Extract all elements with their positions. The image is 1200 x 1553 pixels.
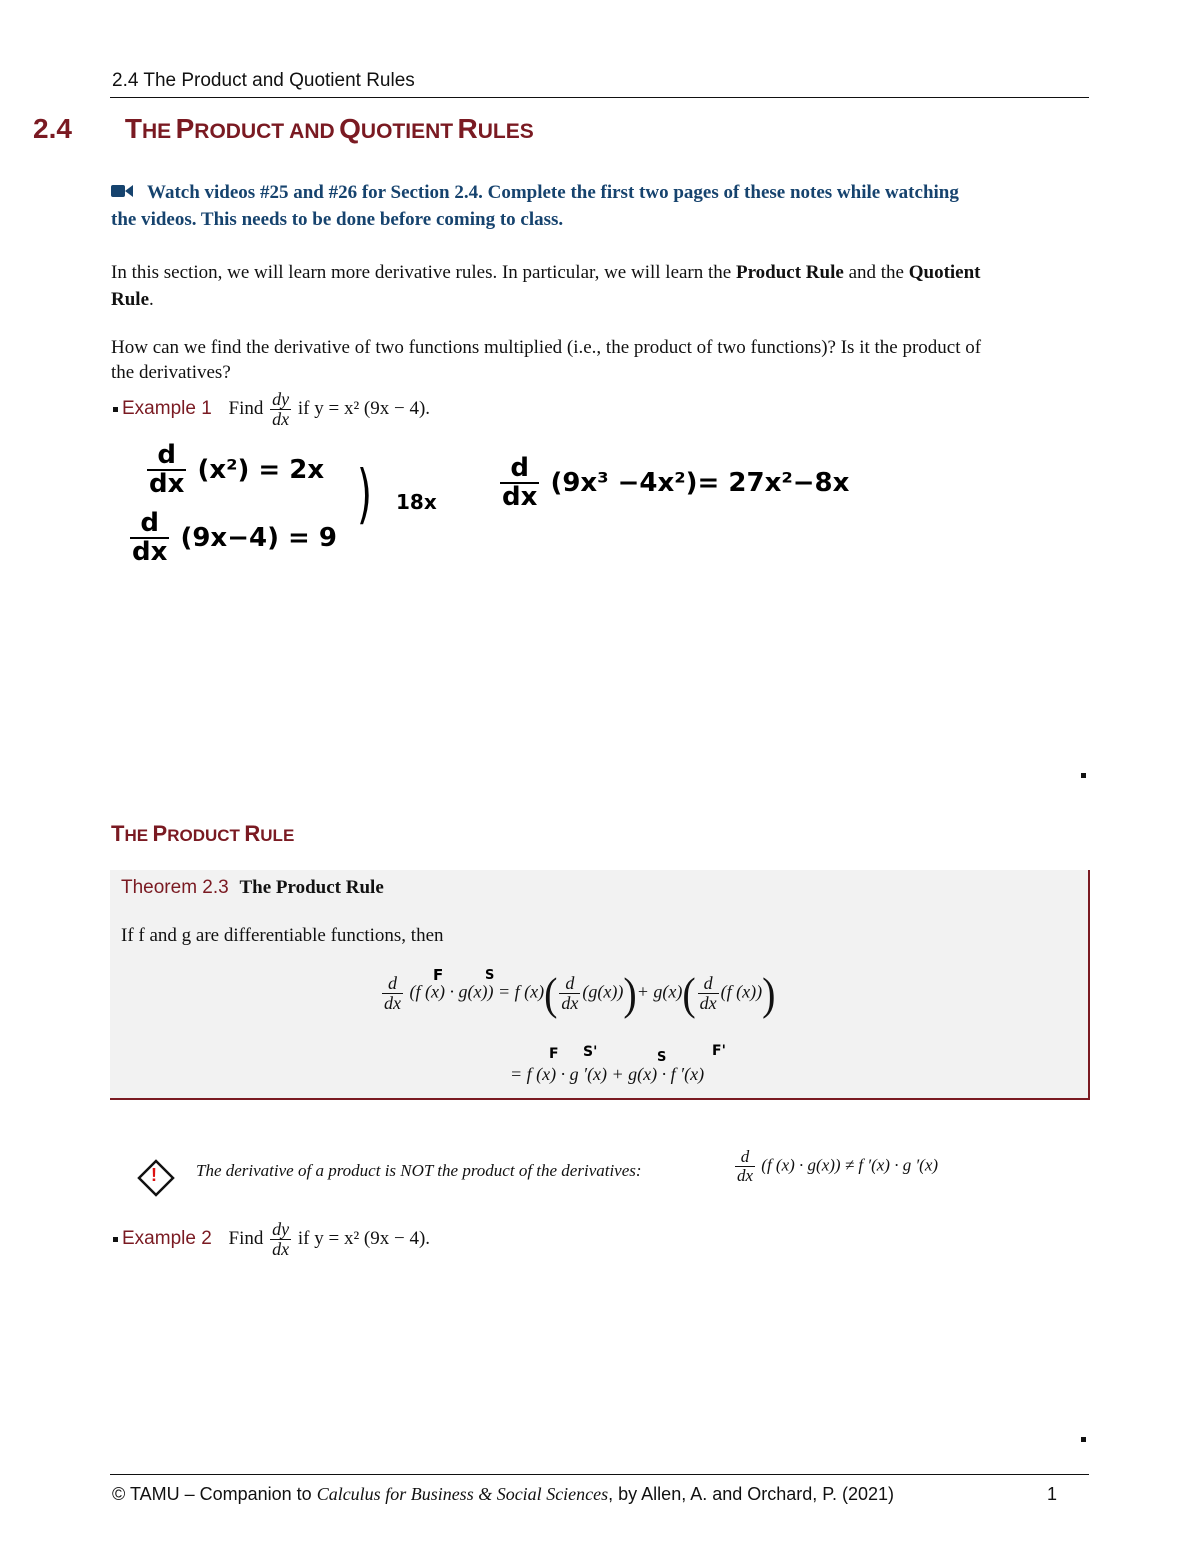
running-header: 2.4 The Product and Quotient Rules (112, 70, 415, 91)
handwritten-brace: ) (356, 458, 372, 532)
product-rule-heading: THE PRODUCT RULE (111, 821, 295, 846)
video-note: Watch videos #25 and #26 for Section 2.4. Complete the first two pages of these notes while watching the videos. This needs to be done before coming to class. (111, 182, 959, 230)
footer-citation: © TAMU – Companion to Calculus for Business & Social Sciences, by Allen, A. and Orchard, P. (2021) (112, 1484, 894, 1504)
question-paragraph: How can we find the derivative of two functions multiplied (i.e., the product of two functions)? Is it the product of the derivatives? (111, 337, 982, 383)
bullet-square (113, 407, 118, 412)
theorem-statement: If f and g are differentiable functions, then (121, 925, 444, 946)
video-camera-icon (111, 183, 133, 199)
footer-rule (110, 1474, 1089, 1475)
header-rule (110, 97, 1089, 98)
product-rule-formula-line2: = f (x) · g ′(x) + g(x) · f ′(x) (510, 1064, 705, 1084)
handwritten-line-1: $\frac{d}{dx}$ (x²) = 2x (149, 440, 325, 500)
handwritten-line-3: $\frac{d}{dx}$ (9x³ −4x²)= 27x²−8x (502, 453, 850, 513)
intro-paragraph: In this section, we will learn more derivative rules. In particular, we will learn the Product Rule and the Quotient Rule. (111, 262, 981, 310)
product-rule-formula-line1: $\frac{d}{dx}$ (f (x) · g(x)) = f (x)( $\frac{d}{dx}$ (g(x)))+ g(x)( $\frac{d}{dx}$ (f (x))) (384, 967, 776, 1020)
bullet-square (113, 1237, 118, 1242)
handwritten-product: 18x (396, 490, 437, 514)
annotation-fp: F' (712, 1043, 726, 1059)
warning-text: The derivative of a product is NOT the product of the derivatives: (196, 1161, 642, 1180)
annotation-g2: S (657, 1050, 667, 1065)
end-marker-2 (1081, 1437, 1086, 1442)
section-heading: 2.4 THE PRODUCT AND QUOTIENT RULES (33, 113, 534, 144)
theorem-title: Theorem 2.3 The Product Rule (121, 877, 384, 898)
annotation-gp: S' (583, 1044, 598, 1060)
handwritten-line-2: $\frac{d}{dx}$ (9x−4) = 9 (132, 508, 337, 568)
annotation-g: S (485, 968, 495, 983)
annotation-f2: F (549, 1046, 559, 1062)
annotation-f: F (433, 966, 444, 984)
end-marker (1081, 773, 1086, 778)
warning-formula: $\frac{d}{dx}$ (f (x) · g(x)) ≠ f ′(x) · g ′(x) (737, 1147, 939, 1185)
page-number: 1 (1047, 1484, 1058, 1504)
example-2: Example 2 Find $\frac{dy}{dx}$ if y = x² (9x − 4). (113, 1220, 430, 1259)
warning-icon-mark: ! (151, 1165, 157, 1185)
example-1: Example 1 Find $\frac{dy}{dx}$ if y = x² (9x − 4). (113, 390, 430, 429)
